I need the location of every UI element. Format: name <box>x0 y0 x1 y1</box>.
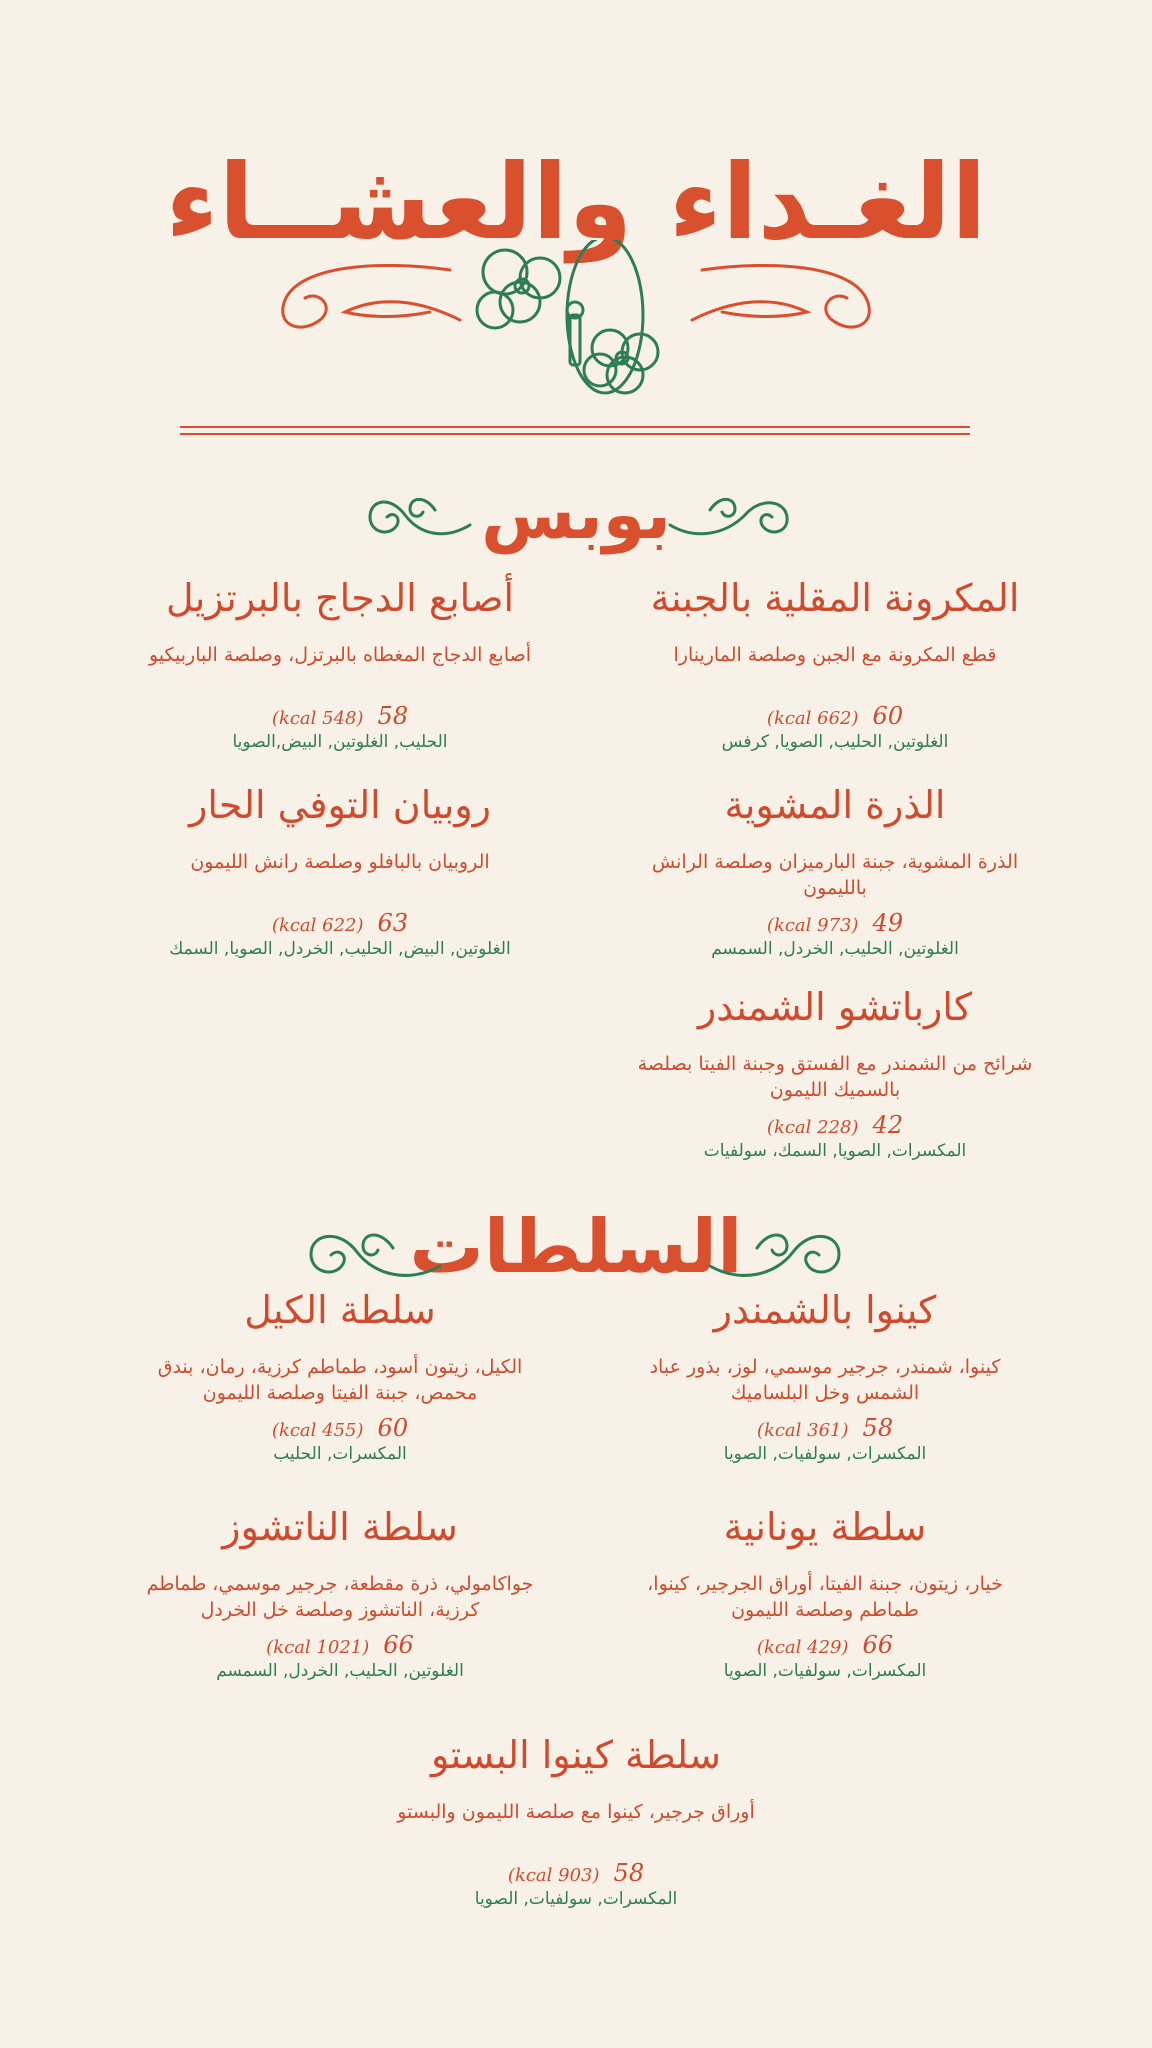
item-description: أصابع الدجاج المغطاه بالبرتزل، وصلصة الباربيكيو <box>148 643 532 666</box>
item-price: 66 <box>862 1630 894 1659</box>
item-description: الذرة المشوية، جبنة البارميزان وصلصة الرانش بالليمون <box>651 850 1019 900</box>
item-description: أوراق جرجير، كينوا مع صلصة الليمون والبستو <box>397 1800 755 1823</box>
item-description: جواكامولي، ذرة مقطعة، جرجير موسمي، طماطم كرزية، الناتشوز وصلصة خل الخردل <box>146 1572 534 1622</box>
item-name: أصابع الدجاج بالبرتزيل <box>165 576 515 620</box>
menu-item <box>140 1290 540 1464</box>
item-price-row <box>625 1631 1025 1659</box>
swirl-ornament-icon <box>705 1218 845 1288</box>
item-price-row <box>140 1631 540 1659</box>
item-price: 60 <box>872 701 904 730</box>
item-name: سلطة الكيل <box>244 1288 436 1332</box>
item-price-row <box>635 702 1035 730</box>
swirl-ornament-icon <box>305 1218 445 1288</box>
item-description: كينوا، شمندر، جرجير موسمي، لوز، بذور عباد الشمس وخل البلساميك <box>649 1355 1001 1405</box>
menu-title: الغـداء والعشــاء <box>165 141 987 263</box>
item-kcal: (228 kcal) <box>766 1116 859 1138</box>
item-description: الروبيان بالبافلو وصلصة رانش الليمون <box>190 850 490 873</box>
item-price: 58 <box>377 701 409 730</box>
item-allergens: المكسرات, سولفيات, الصويا <box>723 1443 927 1464</box>
menu-item <box>140 1507 540 1681</box>
swirl-ornament-icon <box>365 485 475 545</box>
item-allergens: الحليب, الغلوتين, البيض,الصويا <box>232 731 448 752</box>
item-kcal: (548 kcal) <box>271 707 364 729</box>
item-allergens: الغلوتين, البيض, الحليب, الخردل, الصويا, السمك <box>169 938 511 959</box>
item-kcal: (622 kcal) <box>271 914 364 936</box>
divider-rule <box>180 426 970 428</box>
item-price: 49 <box>872 908 904 937</box>
section-heading: بوبس <box>481 476 671 555</box>
item-price-row <box>625 1414 1025 1442</box>
item-price: 58 <box>862 1413 894 1442</box>
item-price: 58 <box>613 1858 645 1887</box>
item-kcal: (662 kcal) <box>766 707 859 729</box>
item-price-row <box>140 909 540 937</box>
floral-ornament-icon <box>0 240 1152 420</box>
item-price: 42 <box>872 1110 904 1139</box>
item-description: قطع المكرونة مع الجبن وصلصة المارينارا <box>673 643 997 666</box>
item-price-row <box>376 1859 776 1887</box>
item-price-row <box>140 702 540 730</box>
item-name: الذرة المشوية <box>724 783 946 827</box>
item-name: المكرونة المقلية بالجبنة <box>650 576 1020 620</box>
menu-item <box>625 1507 1025 1681</box>
item-kcal: (361 kcal) <box>756 1419 849 1441</box>
item-name: سلطة يونانية <box>723 1505 927 1549</box>
item-allergens: الغلوتين, الحليب, الخردل, السمسم <box>216 1660 464 1681</box>
swirl-ornament-icon <box>665 485 795 545</box>
item-name: روبيان التوفي الحار <box>188 783 492 827</box>
item-kcal: (1021 kcal) <box>266 1636 370 1658</box>
item-allergens: المكسرات, سولفيات, الصويا <box>723 1660 927 1681</box>
item-name: كينوا بالشمندر <box>713 1288 937 1332</box>
item-allergens: الغلوتين, الحليب, الصويا, كرفس <box>721 731 949 752</box>
item-name: سلطة الناتشوز <box>222 1505 458 1549</box>
item-description: الكيل، زيتون أسود، طماطم كرزية، رمان، بندق محمص، جبنة الفيتا وصلصة الليمون <box>157 1355 523 1405</box>
item-price-row <box>635 1111 1035 1139</box>
item-kcal: (973 kcal) <box>766 914 859 936</box>
item-name: كارباتشو الشمندر <box>697 985 973 1029</box>
item-description: شرائح من الشمندر مع الفستق وجبنة الفيتا بصلصة بالسميك الليمون <box>637 1052 1033 1102</box>
item-kcal: (903 kcal) <box>507 1864 600 1886</box>
menu-item <box>635 785 1035 959</box>
item-price-row <box>635 909 1035 937</box>
item-name: سلطة كينوا البستو <box>431 1733 721 1777</box>
item-allergens: المكسرات, الصويا, السمك، سولفيات <box>703 1140 967 1161</box>
menu-item <box>635 578 1035 752</box>
menu-item <box>140 578 540 752</box>
item-kcal: (455 kcal) <box>271 1419 364 1441</box>
section-heading: السلطات <box>409 1204 743 1290</box>
menu-item <box>635 987 1035 1161</box>
menu-item <box>625 1290 1025 1464</box>
item-price: 63 <box>377 908 409 937</box>
item-price: 60 <box>377 1413 409 1442</box>
item-kcal: (429 kcal) <box>756 1636 849 1658</box>
item-description: خيار، زيتون، جبنة الفيتا، أوراق الجرجير، كينوا، طماطم وصلصة الليمون <box>647 1572 1003 1622</box>
item-allergens: المكسرات, سولفيات, الصويا <box>474 1888 678 1909</box>
item-allergens: المكسرات, الحليب <box>273 1443 407 1464</box>
item-price-row <box>140 1414 540 1442</box>
menu-item <box>140 785 540 959</box>
item-price: 66 <box>383 1630 414 1659</box>
divider-rule <box>180 433 970 435</box>
item-allergens: الغلوتين, الحليب, الخردل, السمسم <box>711 938 959 959</box>
menu-item <box>376 1735 776 1909</box>
